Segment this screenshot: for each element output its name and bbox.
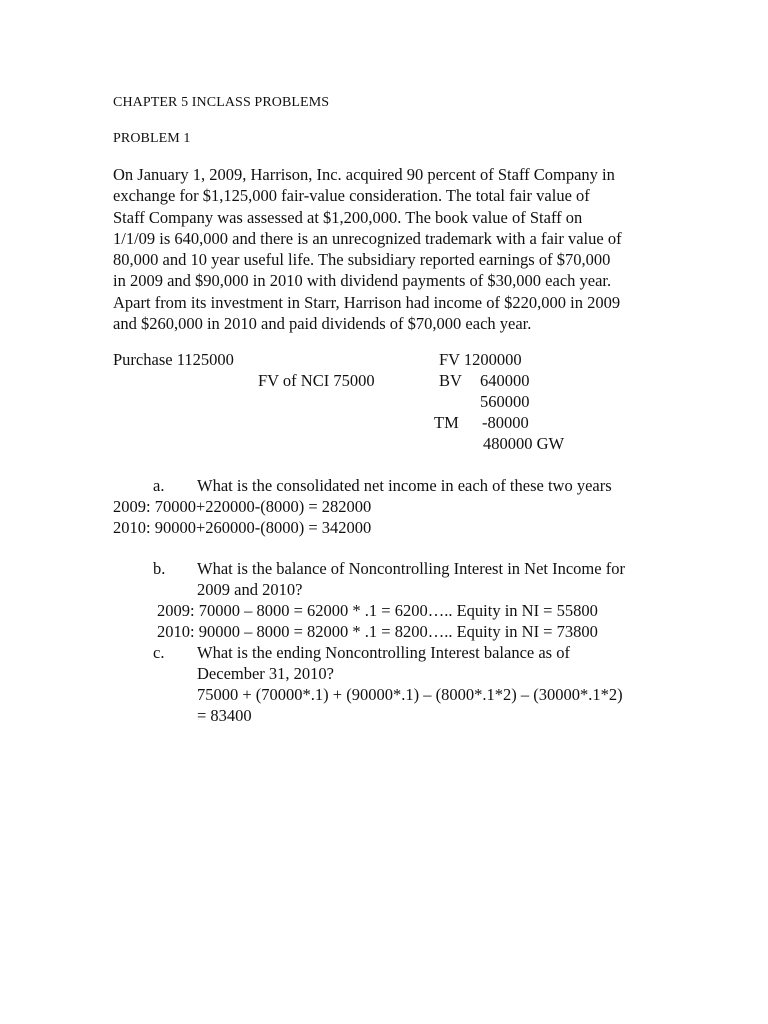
answer-a-2009: 2009: 70000+220000-(8000) = 282000: [113, 497, 372, 516]
problem-heading: PROBLEM 1: [113, 131, 191, 146]
trademark-label: TM: [434, 413, 459, 432]
purchase-amount: Purchase 1125000: [113, 350, 234, 369]
fv-nci: FV of NCI 75000: [258, 371, 375, 390]
statement-line: Apart from its investment in Starr, Harrison had income of $220,000 in 2009: [113, 292, 621, 312]
answer-b-2009: 2009: 70000 – 8000 = 62000 * .1 = 6200….. Equity in NI = 55800: [157, 601, 598, 620]
statement-line: and $260,000 in 2010 and paid dividends of $70,000 each year.: [113, 314, 532, 334]
question-a-text: What is the consolidated net income in each of these two years: [197, 476, 612, 495]
chapter-title: CHAPTER 5 INCLASS PROBLEMS: [113, 95, 330, 110]
answer-b-2010: 2010: 90000 – 8000 = 82000 * .1 = 8200….. Equity in NI = 73800: [157, 622, 598, 641]
excess-value: 560000: [480, 392, 530, 411]
statement-line: Staff Company was assessed at $1,200,000. The book value of Staff on: [113, 207, 583, 227]
fair-value: FV 1200000: [439, 350, 522, 369]
statement-line: in 2009 and $90,000 in 2010 with dividend payments of $30,000 each year.: [113, 271, 612, 291]
answer-a-2010: 2010: 90000+260000-(8000) = 342000: [113, 518, 372, 537]
question-c-text-cont: December 31, 2010?: [197, 664, 334, 683]
question-b-text: What is the balance of Noncontrolling Interest in Net Income for: [197, 559, 625, 578]
problem-statement: [113, 164, 673, 334]
question-b-letter: b.: [153, 559, 166, 578]
question-c-letter: c.: [153, 643, 165, 662]
question-b-text-cont: 2009 and 2010?: [197, 580, 303, 599]
book-value: 640000: [480, 371, 530, 390]
statement-line: exchange for $1,125,000 fair-value consideration. The total fair value of: [113, 186, 590, 206]
goodwill: 480000 GW: [483, 434, 565, 453]
trademark-value: -80000: [482, 413, 529, 432]
statement-line: On January 1, 2009, Harrison, Inc. acquired 90 percent of Staff Company in: [113, 165, 615, 184]
answer-c-result: = 83400: [197, 706, 252, 725]
statement-line: 80,000 and 10 year useful life. The subsidiary reported earnings of $70,000: [113, 250, 611, 270]
book-value-label: BV: [439, 371, 462, 390]
answer-c: 75000 + (70000*.1) + (90000*.1) – (8000*.1*2) – (30000*.1*2): [197, 685, 623, 704]
question-a-letter: a.: [153, 476, 165, 495]
question-c-text: What is the ending Noncontrolling Interest balance as of: [197, 643, 570, 662]
statement-line: 1/1/09 is 640,000 and there is an unrecognized trademark with a fair value of: [113, 228, 622, 248]
